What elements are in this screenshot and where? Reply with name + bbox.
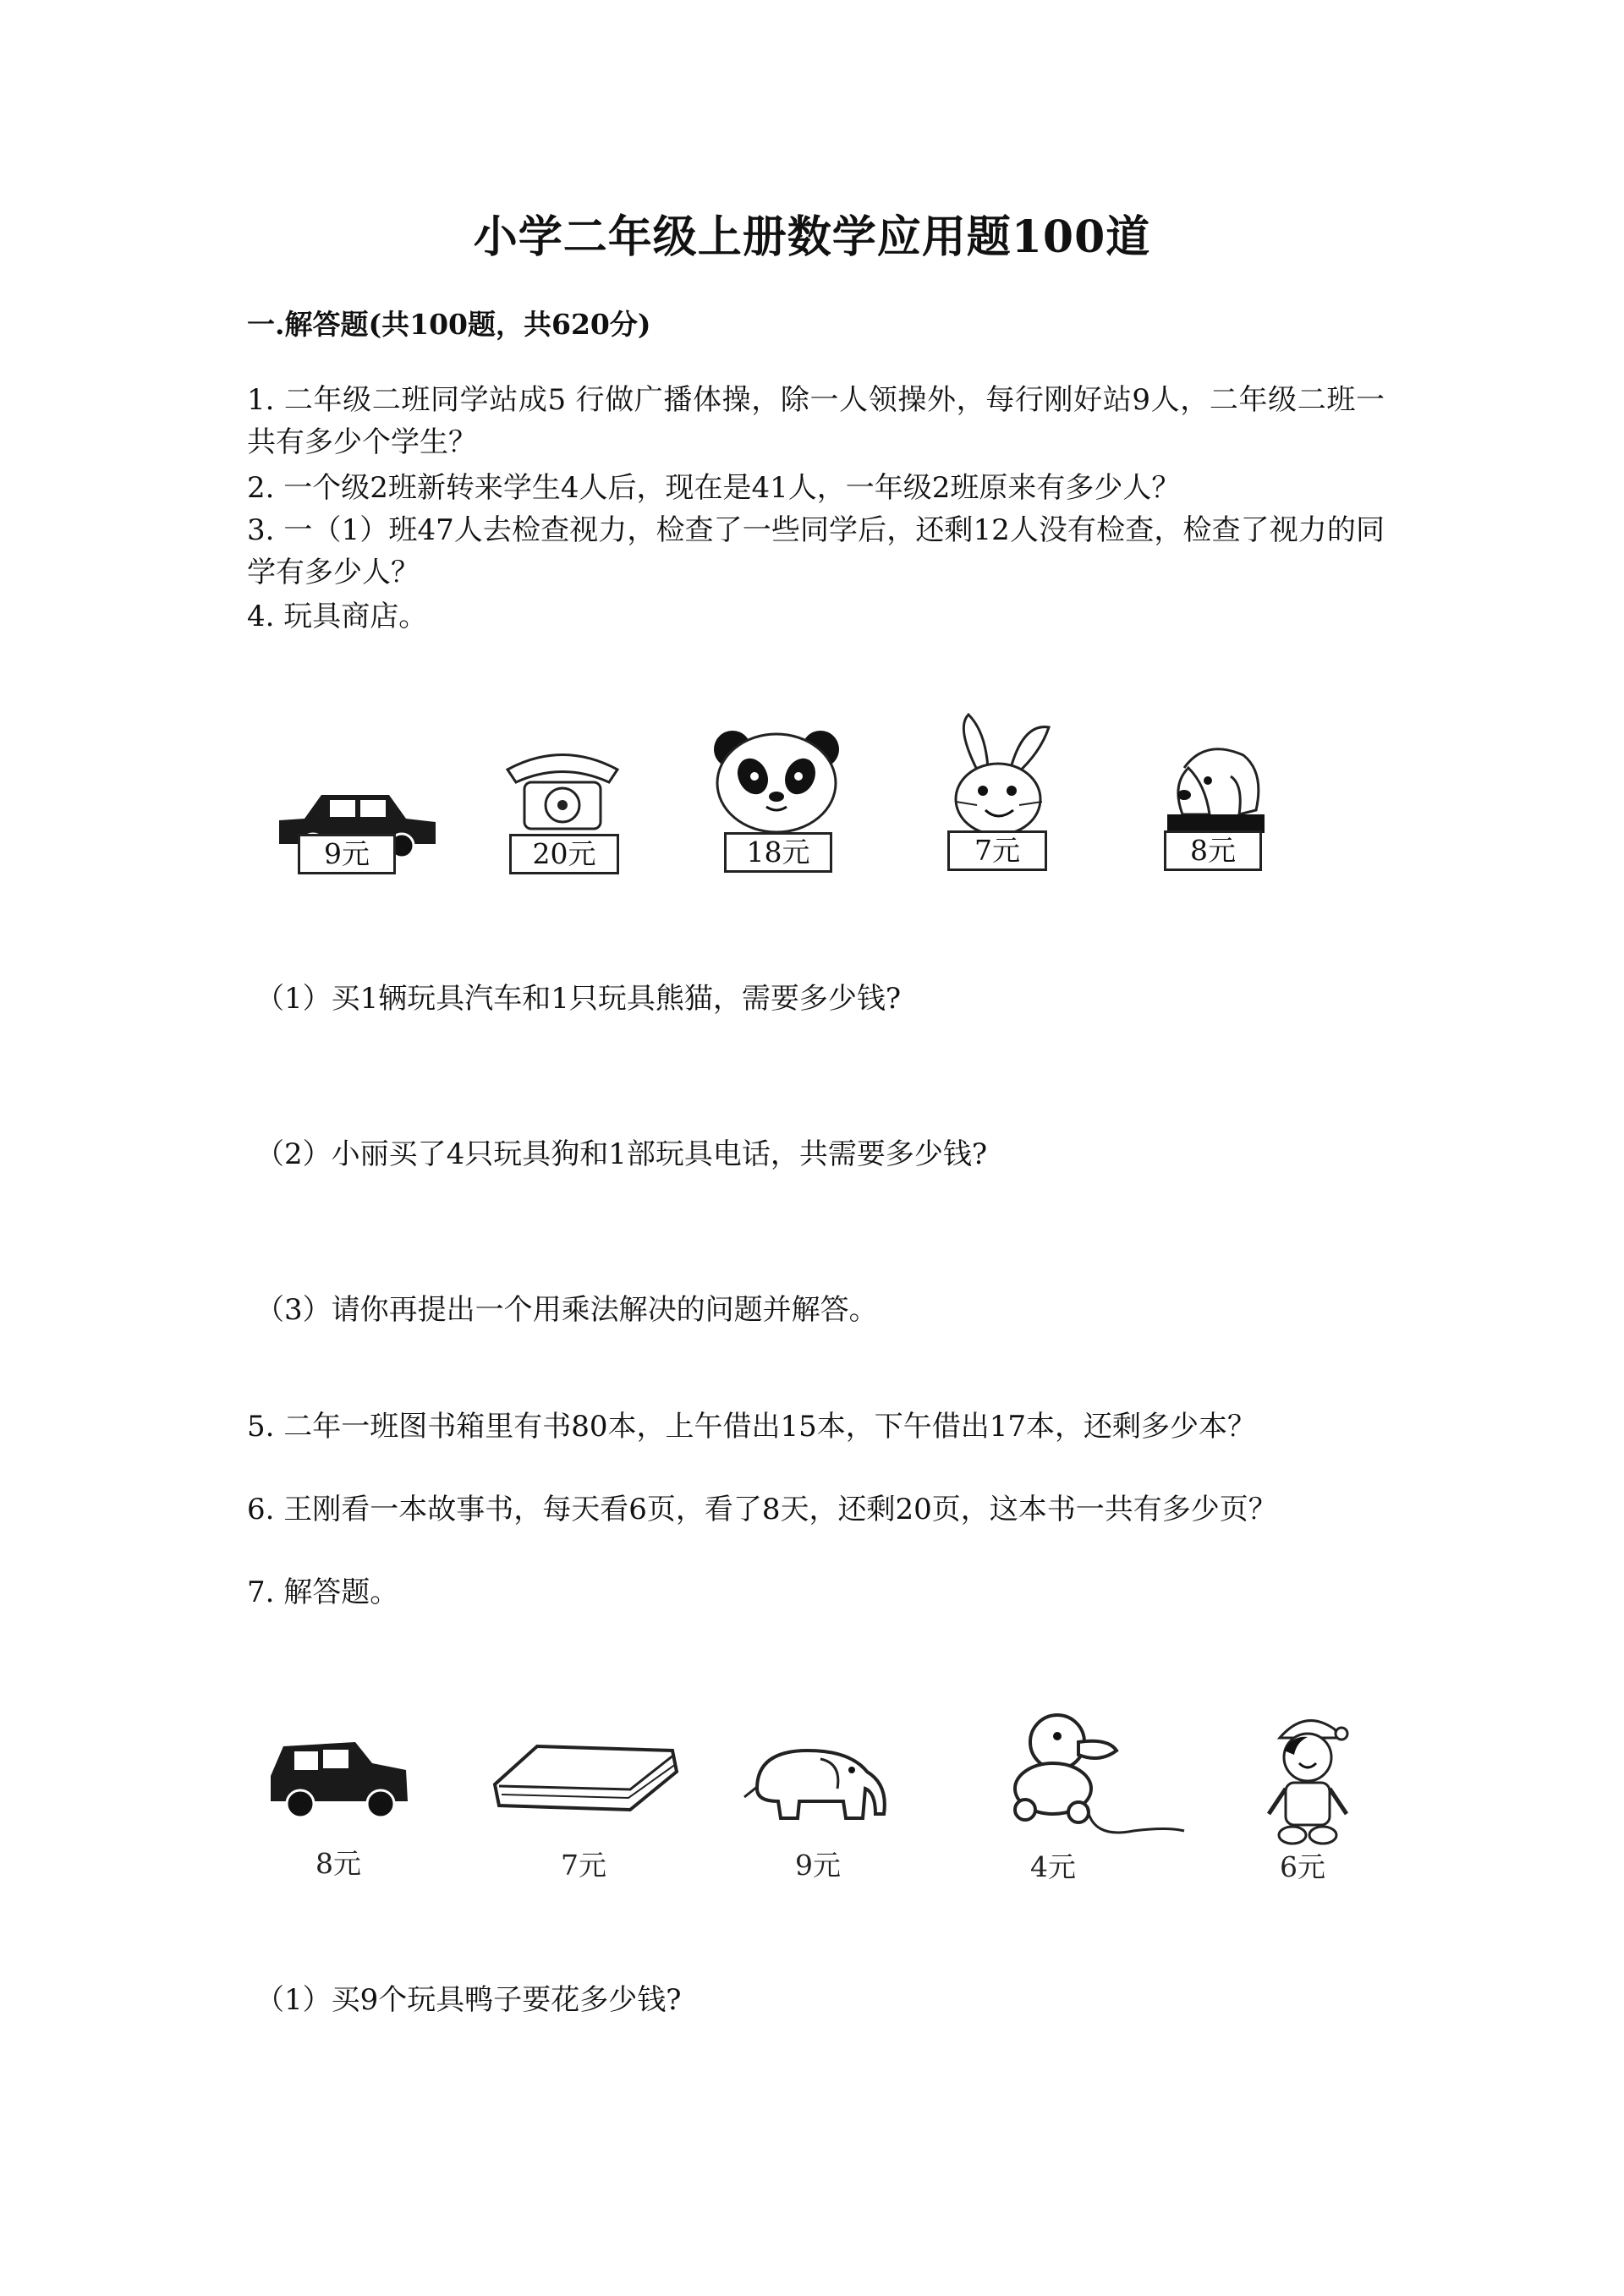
dog-icon xyxy=(1159,734,1269,836)
toy-store-illustration xyxy=(245,702,1311,896)
telephone-toy xyxy=(499,744,626,841)
question-5: 5. 二年一班图书箱里有书80本，上午借出15本，下午借出17本，还剩多少本？ xyxy=(247,1410,1257,1444)
telephone-price-tag: 20元 xyxy=(509,834,619,874)
jeep-toy xyxy=(262,1729,414,1826)
pencil-case-icon xyxy=(486,1734,681,1818)
page-title: 小学二年级上册数学应用题100道 xyxy=(473,211,1151,263)
rabbit-price-tag: 7元 xyxy=(947,830,1047,871)
section-heading: 一.解答题(共100题，共620分) xyxy=(247,308,651,341)
question-7: 7. 解答题。 xyxy=(247,1575,399,1609)
jeep-price: 8元 xyxy=(315,1847,361,1880)
elephant-icon xyxy=(740,1738,901,1831)
question-6: 6. 王刚看一本故事书，每天看6页，看了8天，还剩20页，这本书一共有多少页？ xyxy=(247,1493,1277,1526)
duck-icon xyxy=(998,1704,1193,1848)
panda-icon xyxy=(709,726,844,836)
car-price-tag: 9元 xyxy=(298,834,396,874)
panda-toy xyxy=(709,726,844,839)
question-4-part-2: （2）小丽买了4只玩具狗和1部玩具电话，共需要多少钱? xyxy=(255,1137,988,1171)
doll-price: 6元 xyxy=(1280,1850,1325,1883)
panda-price-tag: 18元 xyxy=(724,832,832,873)
question-4: 4. 玩具商店。 xyxy=(247,600,428,633)
question-7-part-1: （1）买9个玩具鸭子要花多少钱? xyxy=(255,1983,682,2017)
jeep-icon xyxy=(262,1729,414,1822)
duck-toy xyxy=(998,1704,1193,1851)
question-1: 1. 二年级二班同学站成5 行做广播体操，除一人领操外，每行刚好站9人，二年级二班一共有多少个学生？ xyxy=(247,383,1385,459)
telephone-icon xyxy=(499,744,626,837)
rabbit-toy xyxy=(939,710,1057,841)
dog-toy xyxy=(1159,734,1269,839)
doll-icon xyxy=(1259,1708,1352,1852)
question-2: 2. 一个级2班新转来学生4人后，现在是41人，一年级2班原来有多少人？ xyxy=(247,471,1181,505)
toy-prices-illustration xyxy=(245,1691,1345,1894)
rabbit-icon xyxy=(939,710,1057,837)
question-3: 3. 一（1）班47人去检查视力，检查了一些同学后，还剩12人没有检查，检查了视力的同学有多少人？ xyxy=(247,513,1385,589)
pencil-case-price: 7元 xyxy=(561,1849,606,1882)
elephant-price: 9元 xyxy=(795,1849,841,1882)
pencil-case-toy xyxy=(486,1734,681,1822)
duck-price: 4元 xyxy=(1030,1850,1076,1883)
question-4-part-3: （3）请你再提出一个用乘法解决的问题并解答。 xyxy=(255,1293,878,1327)
elephant-toy xyxy=(740,1738,901,1834)
doll-toy xyxy=(1259,1708,1352,1855)
dog-price-tag: 8元 xyxy=(1164,830,1262,871)
question-4-part-1: （1）买1辆玩具汽车和1只玩具熊猫，需要多少钱? xyxy=(255,982,902,1016)
